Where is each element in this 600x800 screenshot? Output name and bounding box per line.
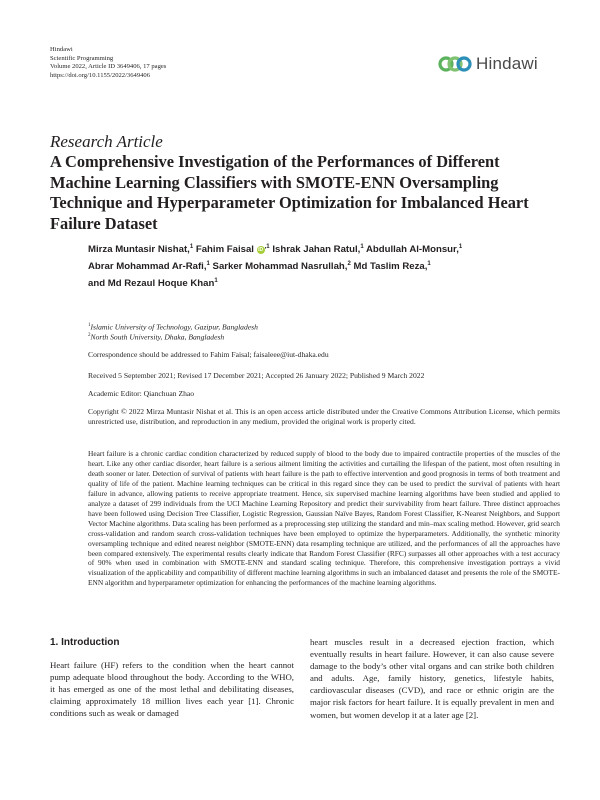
affiliation-mark: 1 [88, 323, 91, 328]
author-affil-mark: 1 [427, 261, 431, 268]
author-name[interactable]: Sarker Mohammad Nasrullah, [212, 261, 348, 273]
author-name[interactable]: Md Taslim Reza, [353, 261, 428, 273]
orcid-icon[interactable]: iD [258, 246, 264, 253]
copyright-notice: Copyright © 2022 Mirza Muntasir Nishat et al. This is an open access article distributed under the Creative Commons Attribution License, which permits unrestricted use, distribution, and reproduction in any medium, provided the original work is properly cited. [88, 407, 560, 426]
affiliation-text: Islamic University of Technology, Gazipur, Bangladesh [90, 322, 258, 332]
hindawi-logo[interactable] [438, 49, 553, 79]
author-name[interactable]: and Md Rezaul Hoque Khan [88, 278, 215, 290]
section-heading-introduction: 1. Introduction [50, 637, 120, 648]
doi-link[interactable]: https://doi.org/10.1155/2022/3649406 [50, 71, 151, 79]
author-affil-mark: 1 [189, 244, 194, 250]
author-name[interactable]: Mirza Muntasir Nishat, [88, 244, 190, 256]
author-affil-mark: 1 [458, 244, 463, 250]
publisher-name: Hindawi [50, 46, 73, 53]
logo-text: Hindawi [476, 54, 538, 73]
article-title: A Comprehensive Investigation of the Performances of Different Machine Learning Classifiers with SMOTE-ENN Oversampling Technique and Hyperparameter Optimization for Imbalanced Heart Failure Dataset [50, 152, 529, 233]
publication-dates: Received 5 September 2021; Revised 17 December 2021; Accepted 26 January 2022; Published 9 March 2022 [88, 371, 425, 380]
affiliation-text: North South University, Dhaka, Bangladesh [90, 332, 225, 342]
abstract: Heart failure is a chronic cardiac condition characterized by reduced supply of blood to the body due to impaired contractile properties of the muscles of the heart. Like any other cardiac disorder, heart failure is a serious ailment limiting the activities and curtailing the lifespan of the patient, most often resulting in death sooner or later. Detection of survival of patients with heart failure is the path to effective intervention and good prognosis in terms of both treatment and quality of life of the patient. Machine learning techniques can be critical in this regard since they can be used to predict the survival of patients with heart failure in advance, allowing patients to receive appropriate treatment. Hence, six supervised machine learning algorithms have been studied and applied to analyze a dataset of 299 individuals from the UCI Machine Learning Repository and predict their survivability from heart failure. Three distinct approaches have been followed using Decision Tree Classifier, Logistic Regression, Gaussian Naïve Bayes, Random Forest Classifier, K-Nearest Neighbors, and Support Vector Machine algorithms. Data scaling has been performed as a preprocessing step utilizing the standard and min–max scaling method. However, grid search cross-validation and random search cross-validation techniques have been employed to optimize the hyperparameters. Additionally, the synthetic minority oversampling technique and edited nearest neighbor (SMOTE-ENN) data resampling technique are utilized, and the performances of all the approaches have been compared extensively. The experimental results clearly indicate that Random Forest Classifier (RFC) surpasses all other approaches with a test accuracy of 90% when used in combination with SMOTE-ENN and standard scaling technique. Therefore, this comprehensive investigation portrays a vivid visualization of the applicability and compatibility of different machine learning algorithms in such an imbalanced dataset and presents the role of the SMOTE-ENN algorithm and hyperparameter optimization for enhancing the performances of the machine learning algorithms. [88, 449, 560, 588]
correspondence: Correspondence should be addressed to Fahim Faisal; faisaleee@iut-dhaka.edu [88, 350, 329, 359]
author-affil-mark: 1 [360, 244, 364, 250]
article-type: Research Article [50, 132, 163, 151]
author-name[interactable]: Abdullah Al-Monsur, [365, 244, 459, 256]
author-affil-mark: 2 [347, 261, 351, 268]
affiliation-2 [88, 331, 224, 343]
intro-left-column: Heart failure (HF) refers to the condition when the heart cannot pump adequate blood throughout the body. According to the WHO, it has emerged as one of the most lethal and debilitating diseases, claiming approximately 18 million lives each year [1]. Chronic conditions such as weak or damaged [50, 660, 294, 719]
author-name[interactable]: Abrar Mohammad Ar-Rafi, [88, 261, 207, 273]
journal-name: Scientific Programming [50, 54, 114, 62]
author-name[interactable]: Fahim Faisal [195, 244, 254, 256]
author-name[interactable]: Ishrak Jahan Ratul, [272, 244, 361, 256]
author-affil-mark: ,1 [264, 244, 270, 250]
hindawi-logo-icon [438, 52, 472, 76]
author-list [88, 240, 558, 292]
academic-editor: Academic Editor: Qianchuan Zhao [88, 389, 195, 398]
author-affil-mark: 1 [206, 261, 210, 268]
volume-info: Volume 2022, Article ID 3649406, 17 pages [50, 63, 167, 71]
author-affil-mark: 1 [214, 278, 218, 285]
intro-right-column: heart muscles result in a decreased ejection fraction, which eventually results in heart failure. However, it can also cause severe damage to the body’s other vital organs and can strike both children and adults. Age, family history, genetics, lifestyle habits, cardiovascular diseases (CVD), and race or ethnic origin are the major risk factors for heart failure. It is equally prevalent in men and women, but women develop it at a later age [2]. [310, 637, 554, 720]
journal-meta [50, 46, 166, 80]
affiliation-mark: 2 [88, 333, 91, 338]
